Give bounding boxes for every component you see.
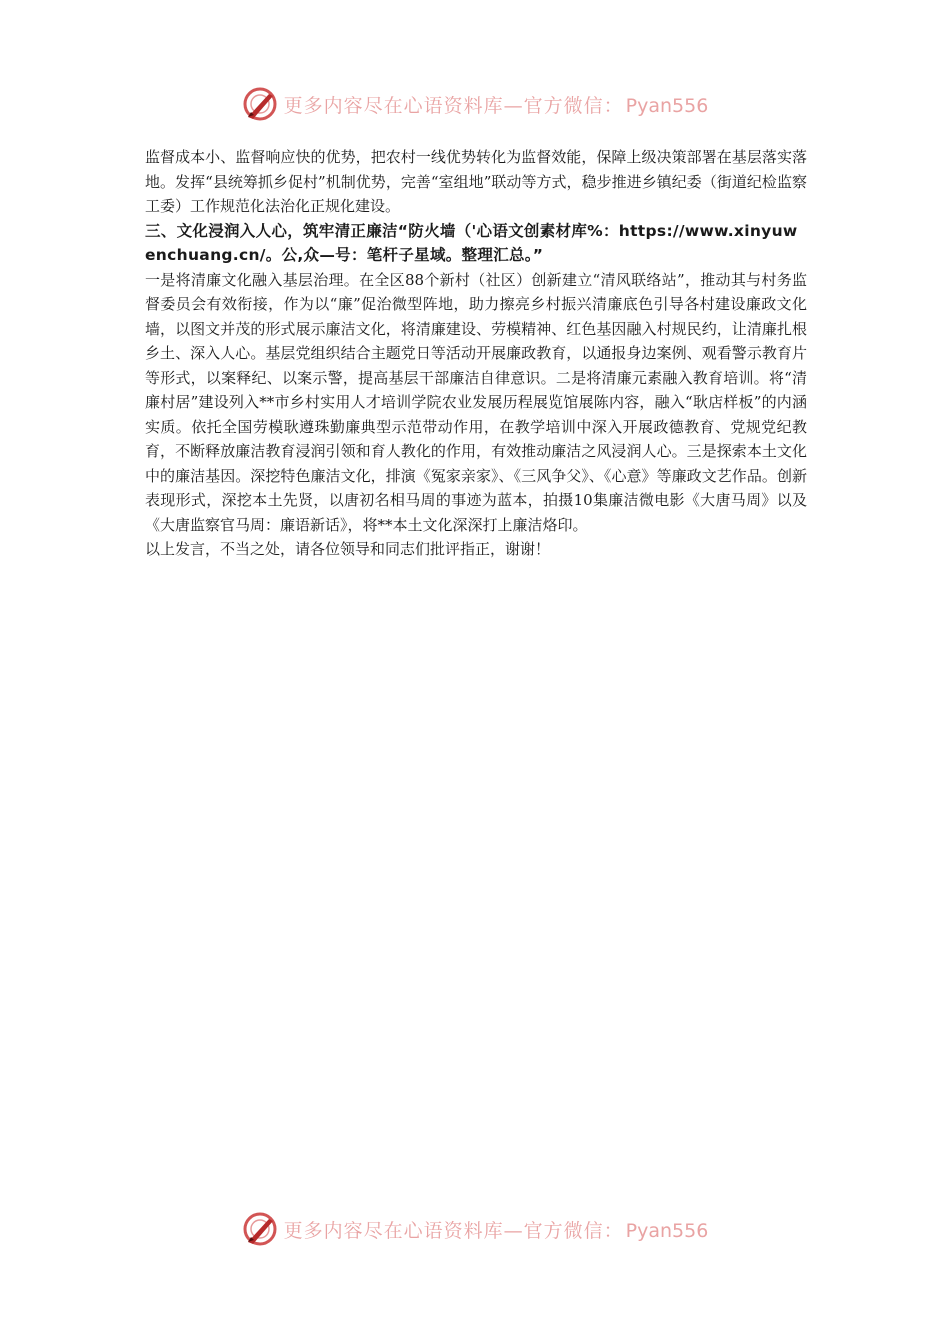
- watermark-text: 更多内容尽在心语资料库—官方微信： Pyan556: [283, 1219, 709, 1242]
- paragraph: 监督成本小、监督响应快的优势，把农村一线优势转化为监督效能，保障上级决策部署在基层落实落地。发挥“县统筹抓乡促村”机制优势，完善“室组地”联动等方式，稳步推进乡镇纪委（街道纪检监察工委）工作规范化法治化正规化建设。: [145, 148, 807, 215]
- header-watermark: [0, 84, 950, 124]
- watermark-text: 更多内容尽在心语资料库—官方微信： Pyan556: [283, 94, 709, 117]
- closing-remark: 以上发言，不当之处，请各位领导和同志们批评指正，谢谢！: [145, 540, 551, 558]
- pen-logo-icon: [242, 86, 278, 122]
- footer-watermark: [0, 1209, 950, 1249]
- paragraph: 一是将清廉文化融入基层治理。在全区88个新村（社区）创新建立“清风联络站”，推动其与村务监督委员会有效衔接，作为以“廉”促治微型阵地，助力擦亮乡村振兴清廉底色引导各村建设廉政文化墙，以图文并茂的形式展示廉洁文化，将清廉建设、劳模精神、红色基因融入村规民约，让清廉扎根乡土、深入人心。基层党组织结合主题党日等活动开展廉政教育，以通报身边案例、观看警示教育片等形式，以案释纪、以案示警，提高基层干部廉洁自律意识。二是将清廉元素融入教育培训。将“清廉村居”建设列入**市乡村实用人才培训学院农业发展历程展览馆展陈内容，融入“耿店样板”的内涵实质。依托全国劳模耿遵珠勤廉典型示范带动作用，在教学培训中深入开展政德教育、党规党纪教育，不断释放廉洁教育浸润引领和育人教化的作用，有效推动廉洁之风浸润人心。三是探索本土文化中的廉洁基因。深挖特色廉洁文化，排演《冤家亲家》、《三风争父》、《心意》等廉政文艺作品。创新表现形式，深挖本土先贤，以唐初名相马周的事迹为蓝本，拍摄10集廉洁微电影《大唐马周》以及《大唐监察官马周：廉语新话》，将**本土文化深深打上廉洁烙印。: [145, 270, 807, 534]
- document-body: [145, 145, 807, 562]
- section-heading: 三、文化浸润入人心，筑牢清正廉洁“防火墙（'心语文创素材库%：https://www.xinyuwenchuang.cn/。公,众—号：笔杆子星域。整理汇总。”: [145, 221, 798, 264]
- pen-logo-icon: [242, 1211, 278, 1247]
